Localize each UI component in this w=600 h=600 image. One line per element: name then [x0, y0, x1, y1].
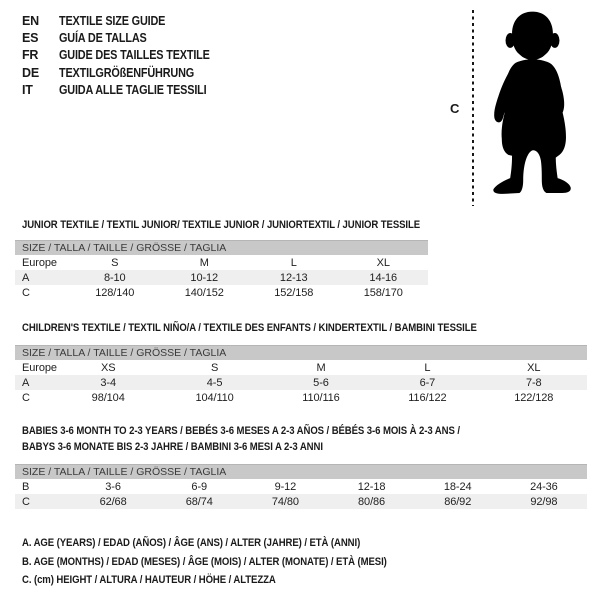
cell: S: [210, 361, 219, 374]
height-measure-dashed-line: [472, 10, 474, 206]
legend-age-years: A. AGE (YEARS) / EDAD (AÑOS) / ÂGE (ANS) / ALTER (JAHRE) / ETÀ (ANNI): [22, 537, 361, 549]
cell: 3-6: [105, 480, 121, 493]
cell: 152/158: [274, 286, 314, 299]
cell: 12-18: [357, 480, 386, 493]
row-label: B: [22, 480, 30, 493]
babies-section-title-line1: BABIES 3-6 MONTH TO 2-3 YEARS / BEBÉS 3-6 MESES A 2-3 AÑOS / BÉBÉS 3-6 MOIS À 2-3 ANS /: [22, 425, 460, 437]
cell: S: [111, 256, 119, 269]
babies-section-title-line2: BABYS 3-6 MONATE BIS 2-3 JAHRE / BAMBINI 3-6 MESI A 2-3 ANNI: [22, 441, 323, 453]
language-code: DE: [22, 65, 39, 80]
language-header: [22, 12, 232, 99]
row-label: C: [22, 286, 30, 299]
cell: 7-8: [481, 375, 587, 390]
row-label: C: [15, 494, 70, 509]
table-row: [15, 390, 587, 405]
measurement-legend: [22, 534, 441, 590]
children-size-table: [15, 345, 587, 405]
cell: 12-13: [249, 270, 339, 285]
size-header-bar: SIZE / TALLA / TAILLE / GRÖSSE / TAGLIA: [15, 241, 428, 256]
cell: 98/104: [91, 391, 125, 404]
language-code: IT: [22, 83, 33, 98]
row-label: A: [15, 375, 55, 390]
language-row-it: [22, 82, 232, 99]
cell: 24-36: [530, 480, 558, 493]
legend-age-months: B. AGE (MONTHS) / EDAD (MESES) / ÂGE (MOIS) / ALTER (MONATE) / ETÀ (MESI): [22, 555, 387, 568]
babies-size-table: [15, 464, 587, 509]
cell: 140/152: [184, 286, 224, 299]
cell: XS: [100, 361, 116, 374]
table-row: [15, 494, 587, 509]
row-label: C: [22, 391, 30, 404]
language-row-en: [22, 12, 232, 29]
language-row-de: [22, 64, 232, 81]
cell: L: [290, 256, 297, 269]
cell: 62/68: [70, 494, 156, 509]
cell: M: [199, 256, 209, 269]
table-row: [15, 360, 587, 375]
cell: 74/80: [242, 494, 328, 509]
guide-title-it: GUIDA ALLE TAGLIE TESSILI: [59, 83, 207, 98]
cell: 92/98: [501, 494, 587, 509]
guide-title-de: TEXTILGRÖßENFÜHRUNG: [59, 65, 195, 80]
guide-title-es: GUÍA DE TALLAS: [59, 31, 147, 46]
cell: 5-6: [268, 375, 374, 390]
cell: 68/74: [156, 494, 242, 509]
cell: 18-24: [443, 480, 472, 493]
junior-size-table: [15, 240, 428, 300]
cell: 4-5: [161, 375, 267, 390]
language-code: EN: [22, 13, 39, 28]
table-row: [15, 479, 587, 494]
table-row: [15, 375, 587, 390]
cell: 10-12: [160, 270, 250, 285]
language-row-fr: [22, 47, 232, 64]
cell: 110/116: [302, 391, 340, 404]
cell: XL: [376, 256, 390, 269]
language-code: FR: [22, 48, 39, 63]
cell: 104/110: [195, 391, 234, 404]
language-code: ES: [22, 31, 39, 46]
cell: 86/92: [415, 494, 501, 509]
baby-silhouette-image: [486, 7, 579, 206]
cell: 6-9: [191, 480, 208, 493]
row-label: Europe: [22, 256, 57, 269]
cell: 9-12: [274, 480, 297, 493]
cell: XL: [527, 361, 541, 374]
cell: 158/170: [363, 286, 403, 299]
junior-section-title: JUNIOR TEXTILE / TEXTIL JUNIOR/ TEXTILE JUNIOR / JUNIORTEXTIL / JUNIOR TESSILE: [22, 219, 421, 231]
table-row: [15, 285, 428, 300]
cell: 14-16: [339, 270, 429, 285]
guide-title-fr: GUIDE DES TAILLES TEXTILE: [59, 48, 210, 63]
cell: 8-10: [70, 270, 160, 285]
size-header-bar: SIZE / TALLA / TAILLE / GRÖSSE / TAGLIA: [15, 346, 587, 361]
height-measure-label: C: [450, 101, 460, 116]
cell: M: [316, 361, 326, 374]
cell: 6-7: [374, 375, 480, 390]
cell: 3-4: [55, 375, 161, 390]
guide-title-en: TEXTILE SIZE GUIDE: [59, 13, 166, 28]
row-label: A: [15, 270, 70, 285]
cell: 80/86: [328, 494, 414, 509]
row-label: Europe: [22, 361, 57, 374]
legend-height-cm: C. (cm) HEIGHT / ALTURA / HAUTEUR / HÖHE / ALTEZZA: [22, 574, 276, 587]
cell: 128/140: [95, 286, 135, 299]
cell: 116/122: [408, 391, 447, 404]
language-row-es: [22, 29, 232, 46]
children-section-title: CHILDREN'S TEXTILE / TEXTIL NIÑO/A / TEXTILE DES ENFANTS / KINDERTEXTIL / BAMBINI TESSILE: [22, 322, 477, 334]
size-header-bar: SIZE / TALLA / TAILLE / GRÖSSE / TAGLIA: [15, 465, 587, 480]
table-row: [15, 255, 428, 270]
cell: L: [424, 361, 431, 374]
cell: 122/128: [514, 391, 554, 404]
table-row: [15, 270, 428, 285]
